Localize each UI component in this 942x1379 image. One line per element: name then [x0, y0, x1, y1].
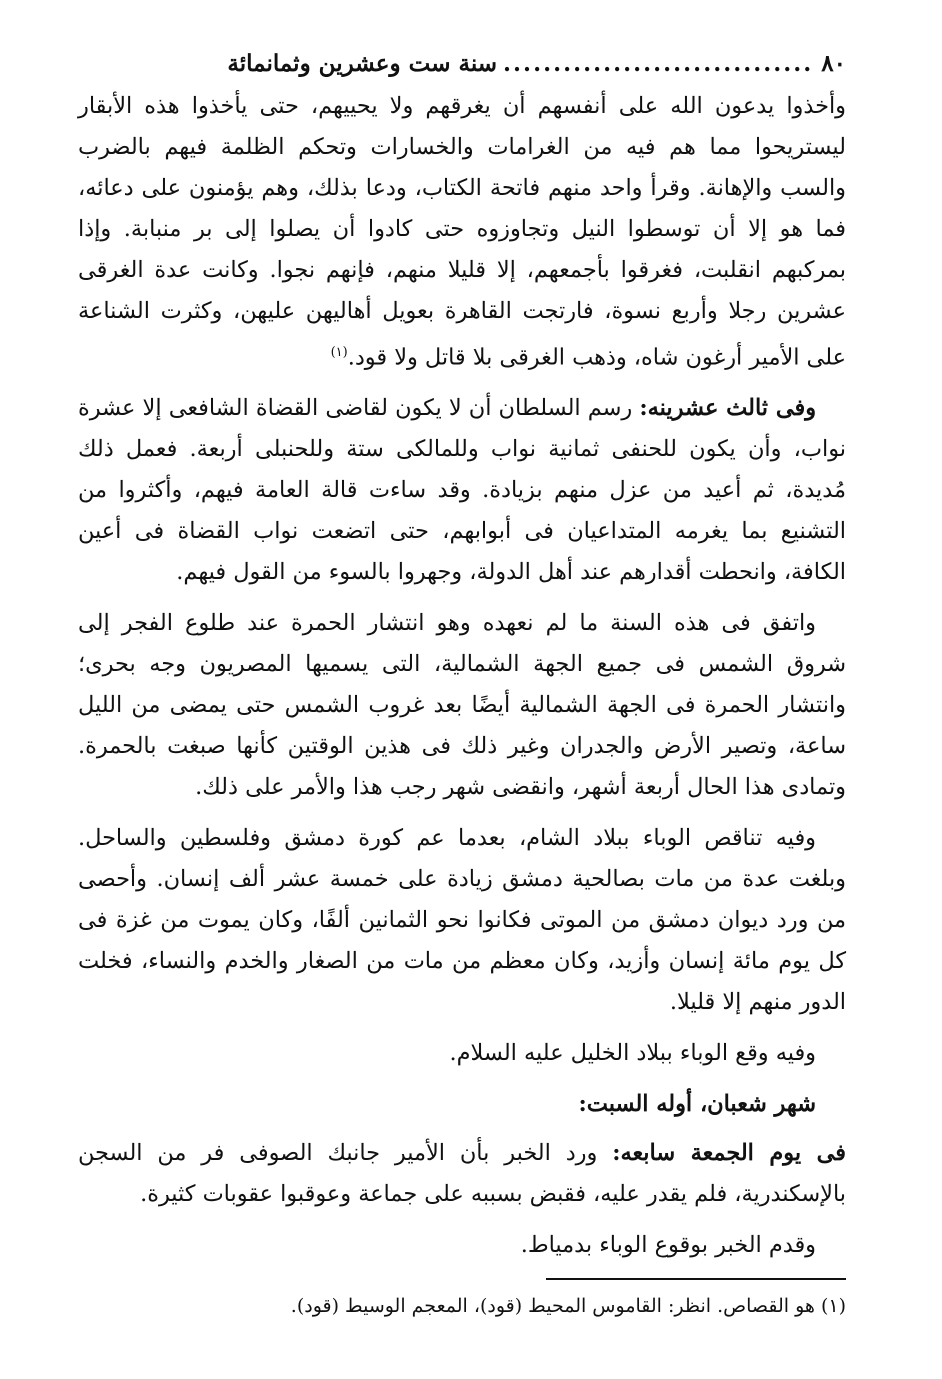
paragraph-text: وفيه وقع الوباء ببلاد الخليل عليه السلام. — [449, 1040, 816, 1067]
page-header — [78, 42, 846, 86]
header-dot-leader: ............................... — [503, 50, 814, 77]
paragraph-text: ورد الخبر بأن الأمير جانبك الصوفى فر من السجن بالإسكندرية، فلم يقدر عليه، فقبض بسببه على جماعة وعوقبوا عقوبات كثيرة. — [78, 1140, 846, 1208]
paragraph-janbak-escape — [78, 1133, 846, 1215]
paragraph-text: واتفق فى هذه السنة ما لم نعهده وهو انتشار الحمرة عند طلوع الفجر إلى شروق الشمس فى جميع الجهة الشمالية، التى يسميها المصريون وجه بحرى؛ وانتشار الحمرة فى الجهة الشمالية أيضًا بعد غروب الشمس حتى يمضى من الليل ساعة، وتصير الأرض والجدران وغير ذلك فى هذين الوقتين كأنها صبغت بالحمرة. وتمادى هذا الحال أربعة أشهر، وانقضى شهر رجب هذا والأمر على ذلك. — [78, 610, 846, 801]
paragraph-plague-khalil — [78, 1033, 846, 1074]
paragraph-text: وأخذوا يدعون الله على أنفسهم أن يغرقهم ولا يحييهم، حتى يأخذوا هذه الأبقار ليستريحوا مما هم فيه من الغرامات والخسارات وتحكم الظلمة فيهم بالضرب والسب والإهانة. وقرأ واحد منهم فاتحة الكتاب، ودعا بذلك، وهم يؤمنون على دعائه، فما هو إلا أن توسطوا النيل وتجاوزوه حتى كادوا أن يصلوا إلى بر منبابة. وإذا بمركبهم انقلبت، فغرقوا بأجمعهم، إلا قليلا منهم، فإنهم نجوا. وكانت عدة الغرقى عشرين رجلا وأربع نسوة، فارتجت القاهرة بعويل أهاليهن عليهن، وكثرت الشناعة على الأمير أرغون شاه، وذهب الغرقى بلا قاتل ولا قود. — [78, 93, 846, 371]
paragraph-judges-deputies — [78, 388, 846, 593]
paragraph-plague-damietta — [78, 1225, 846, 1266]
paragraph-text: وقدم الخبر بوقوع الوباء بدمياط. — [520, 1232, 816, 1259]
paragraph-drowning-account — [78, 86, 846, 378]
footnote: (١) هو القصاص. انظر: القاموس المحيط (قود)، المعجم الوسيط (قود). — [290, 1295, 846, 1318]
paragraph-text: رسم السلطان أن لا يكون لقاضى القضاة الشافعى إلا عشرة نواب، وأن يكون للحنفى ثمانية نواب وللمالكى ستة وللحنبلى أربعة. فعمل ذلك مُديدة، ثم أعيد من عزل منهم بزيادة. وقد ساءت قالة العامة فيهم، وأكثروا من التشنيع بما يغرمه المتداعيان فى أبوابهم، حتى اتضعت نواب القضاة فى أعين الكافة، وانحطت أقدارهم عند أهل الدولة، وجهروا بالسوء من القول فيهم. — [78, 395, 846, 586]
paragraph-lead-date: فى يوم الجمعة سابعه: — [612, 1140, 846, 1167]
paragraph-plague-sham — [78, 818, 846, 1023]
paragraph-lead-date: وفى ثالث عشرينه: — [639, 395, 817, 422]
page-number: ٨٠ — [821, 50, 846, 77]
footnote-reference: (١) — [330, 345, 348, 360]
section-heading-shaban: شهر شعبان، أوله السبت: — [578, 1091, 816, 1118]
paragraph-red-sky — [78, 603, 846, 808]
paragraph-text: وفيه تناقص الوباء ببلاد الشام، بعدما عم كورة دمشق وفلسطين والساحل. وبلغت عدة من مات بصالحية دمشق زيادة على خمسة عشر ألف إنسان. وأحصى من ورد ديوان دمشق من الموتى فكانوا نحو الثمانين ألفًا، وكان يموت من غزة فى كل يوم مائة إنسان وأزيد، وكان معظم من مات من الصغار والخدم والنساء، فخلت الدور منهم إلا قليلا. — [78, 825, 846, 1016]
running-title: سنة ست وعشرين وثمانمائة — [227, 50, 498, 77]
footnote-divider — [546, 1278, 846, 1280]
